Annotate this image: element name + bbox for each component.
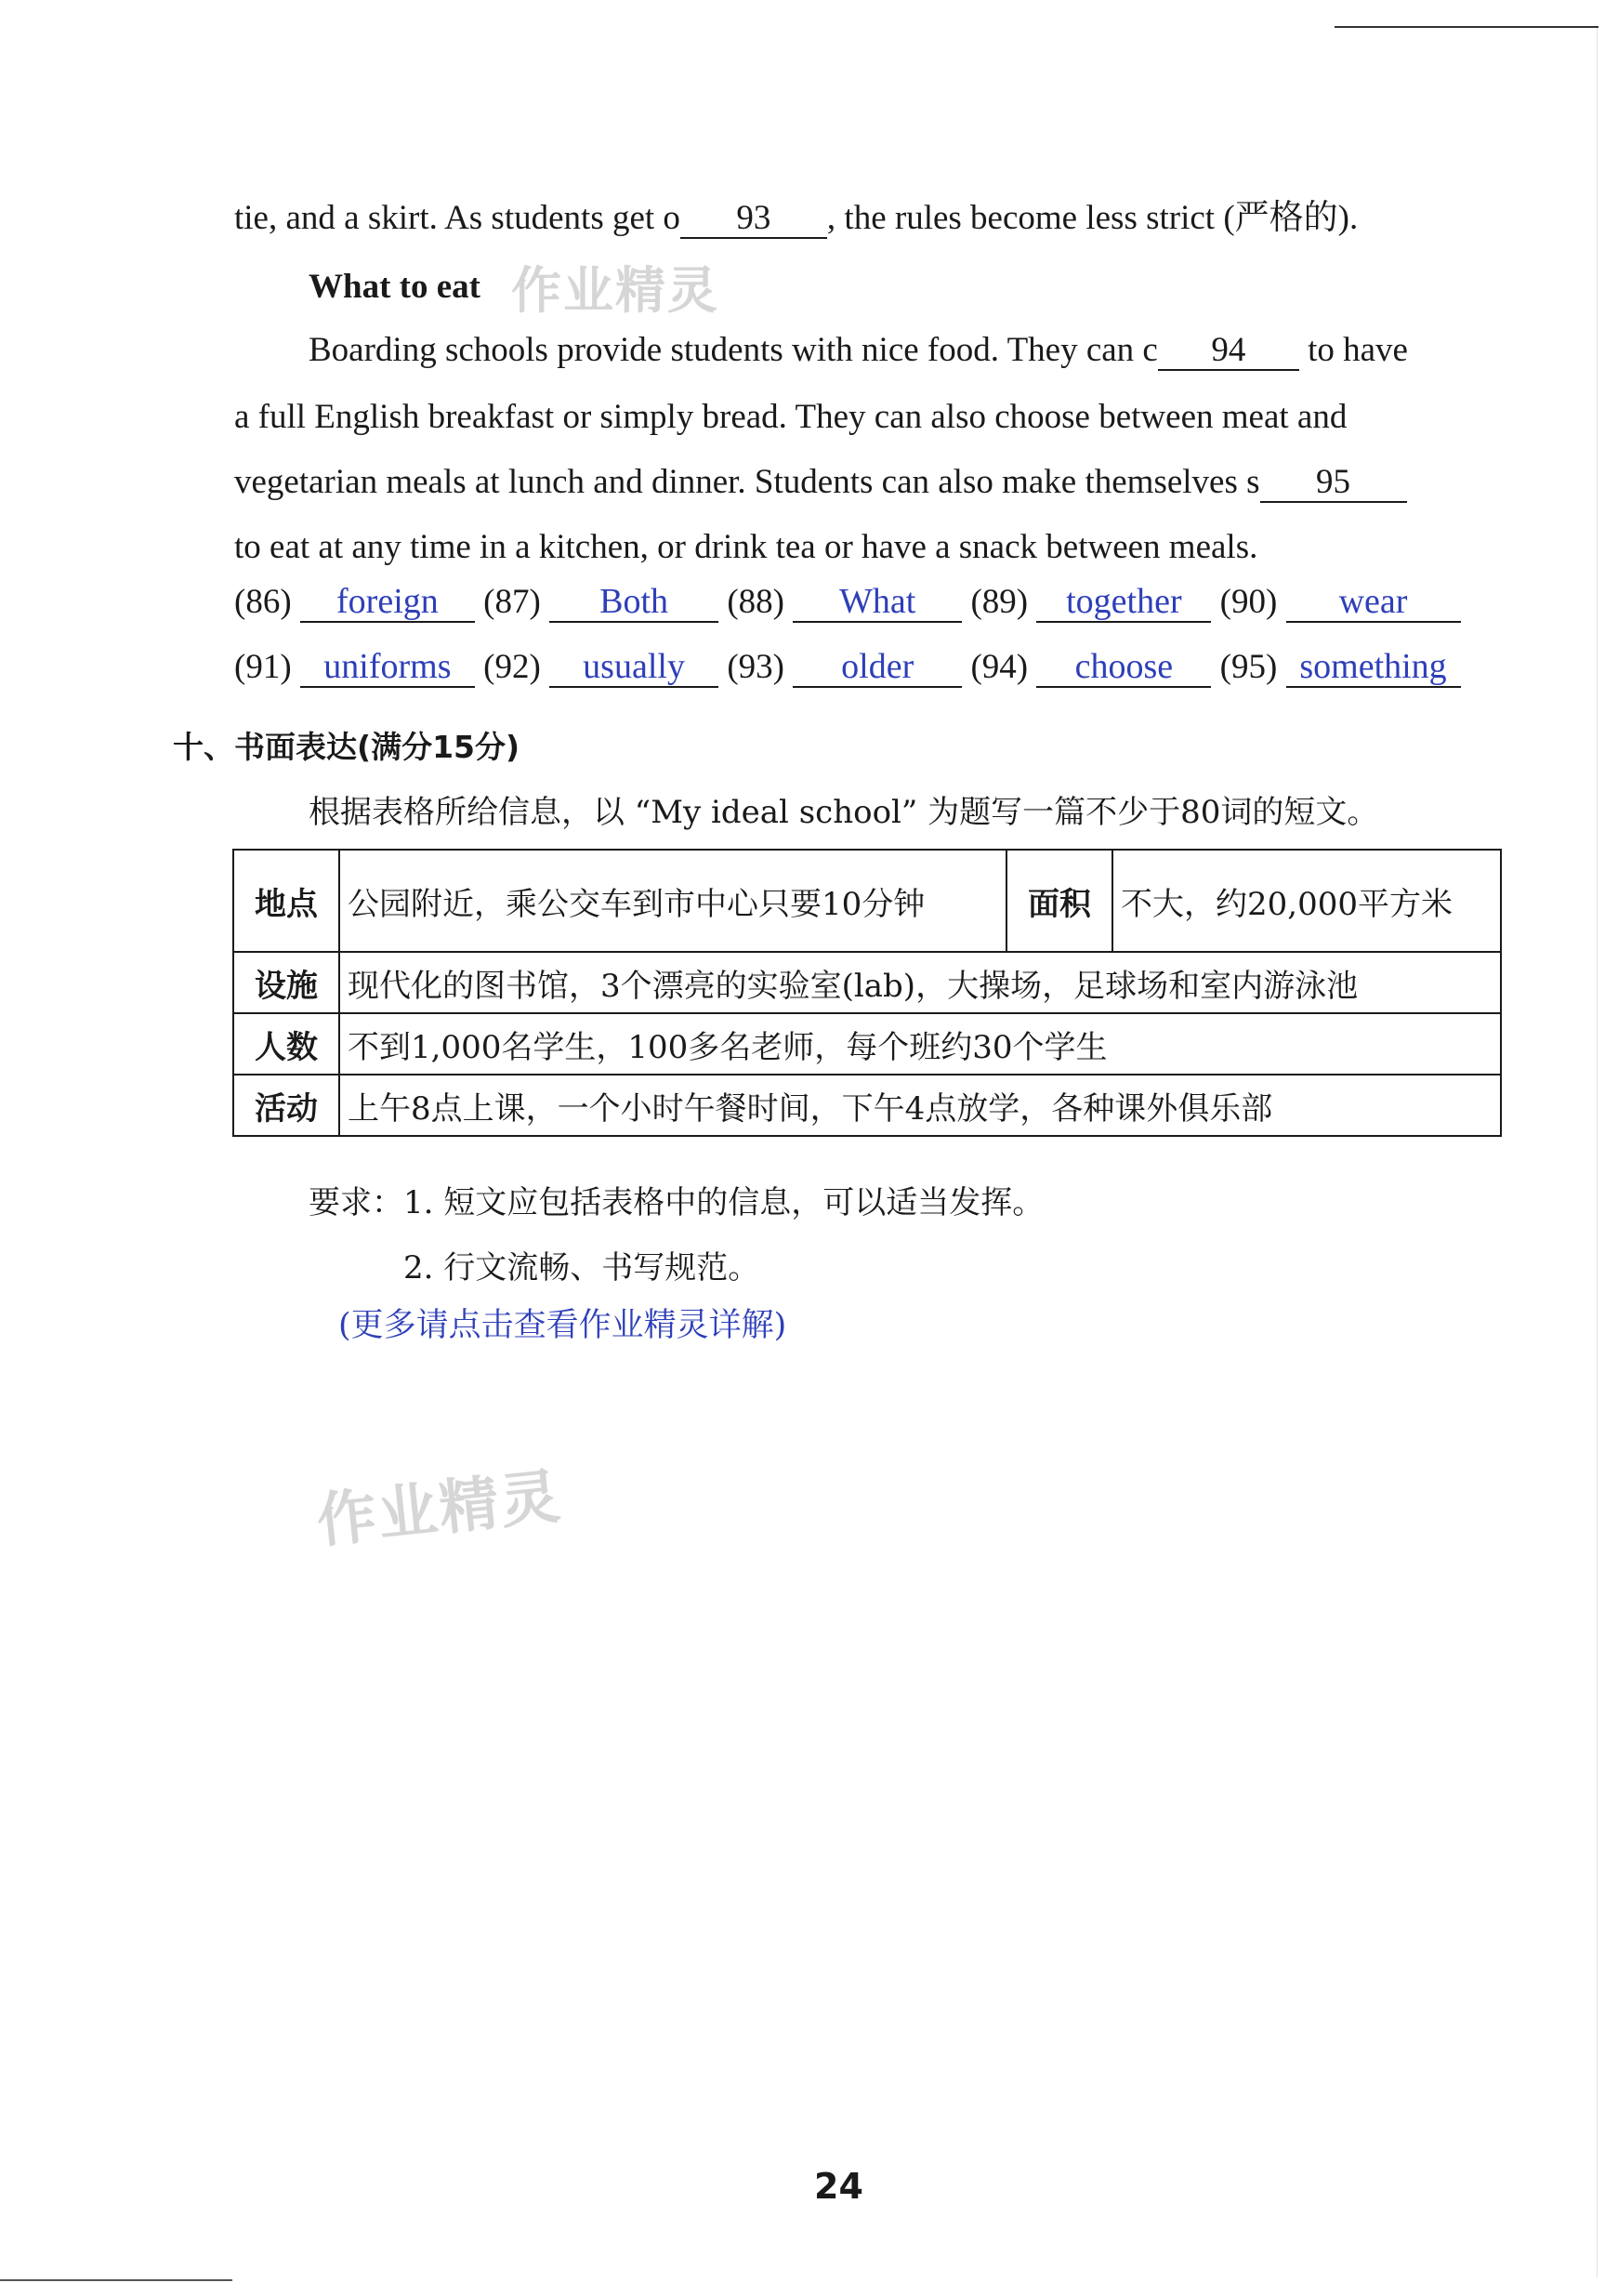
answer-num: (95)	[1219, 648, 1278, 686]
answer-row-1	[234, 584, 1461, 623]
more-details-link[interactable]: (更多请点击查看作业精灵详解)	[338, 1307, 787, 1344]
blank-93: 93	[680, 201, 827, 239]
requirement-1: 要求：1. 短文应包括表格中的信息，可以适当发挥。	[309, 1184, 1045, 1221]
subheading-what-to-eat: What to eat	[309, 268, 480, 306]
section-instruction: 根据表格所给信息，以 “My ideal school” 为题写一篇不少于80词的短文。	[309, 794, 1379, 831]
watermark-middle: 作业精灵	[313, 1462, 565, 1557]
answer-93: older	[793, 649, 962, 688]
answer-87: Both	[549, 584, 718, 623]
passage-line-1	[234, 201, 1358, 239]
table-label-location: 地点	[233, 850, 339, 952]
answer-90: wear	[1286, 584, 1461, 623]
answer-num: (88)	[727, 583, 784, 621]
answer-num: (92)	[483, 648, 541, 686]
passage-line-5: to eat at any time in a kitchen, or drink tea or have a snack between meals.	[234, 528, 1258, 566]
table-row	[233, 850, 1501, 952]
info-table	[232, 849, 1502, 1137]
table-value-area: 不大，约20,000平方米	[1112, 850, 1501, 952]
answer-num: (86)	[234, 583, 292, 621]
bottom-rule	[0, 2279, 232, 2281]
passage-line-1-after: , the rules become less strict (严格的).	[826, 199, 1359, 237]
watermark-top: 作业精灵	[511, 261, 719, 320]
blank-94: 94	[1158, 333, 1299, 371]
passage-line-2-before: Boarding schools provide students with nice food. They can c	[309, 331, 1158, 369]
answer-86: foreign	[300, 584, 475, 623]
answer-num: (93)	[727, 648, 784, 686]
requirement-2: 2. 行文流畅、书写规范。	[403, 1249, 760, 1287]
passage-line-3: a full English breakfast or simply bread. They can also choose between meat and	[234, 398, 1348, 436]
passage-line-1-before: tie, and a skirt. As students get o	[234, 199, 680, 237]
table-label-facilities: 设施	[233, 952, 339, 1013]
section-title: 十、书面表达(满分15分)	[173, 729, 520, 765]
answer-num: (89)	[970, 583, 1029, 621]
answer-88: What	[793, 584, 962, 623]
table-value-location: 公园附近，乘公交车到市中心只要10分钟	[339, 850, 1006, 952]
answer-num: (90)	[1219, 583, 1278, 621]
table-value-facilities: 现代化的图书馆，3个漂亮的实验室(lab)，大操场，足球场和室内游泳池	[339, 952, 1501, 1013]
table-row	[233, 1075, 1501, 1136]
table-label-area: 面积	[1006, 850, 1112, 952]
table-label-activities: 活动	[233, 1075, 339, 1136]
table-row	[233, 952, 1501, 1013]
answer-num: (91)	[234, 648, 292, 686]
answer-92: usually	[549, 649, 718, 688]
top-rule	[1335, 26, 1598, 28]
passage-line-2	[309, 333, 1408, 371]
answer-91: uniforms	[300, 649, 475, 688]
table-value-people: 不到1,000名学生，100多名老师，每个班约30个学生	[339, 1013, 1501, 1075]
table-value-activities: 上午8点上课，一个小时午餐时间，下午4点放学，各种课外俱乐部	[339, 1075, 1501, 1136]
page-number: 24	[814, 2166, 863, 2207]
answer-94: choose	[1036, 649, 1211, 688]
passage-line-4-before: vegetarian meals at lunch and dinner. Students can also make themselves s	[234, 463, 1260, 501]
blank-95: 95	[1260, 465, 1407, 503]
passage-line-4	[234, 465, 1407, 503]
table-label-people: 人数	[233, 1013, 339, 1075]
table-row	[233, 1013, 1501, 1075]
answer-95: something	[1286, 649, 1461, 688]
passage-line-2-after: to have	[1298, 331, 1408, 369]
answer-num: (94)	[970, 648, 1029, 686]
right-edge-rule	[1597, 28, 1598, 2277]
answer-89: together	[1036, 584, 1211, 623]
answer-num: (87)	[483, 583, 541, 621]
answer-row-2	[234, 649, 1461, 688]
